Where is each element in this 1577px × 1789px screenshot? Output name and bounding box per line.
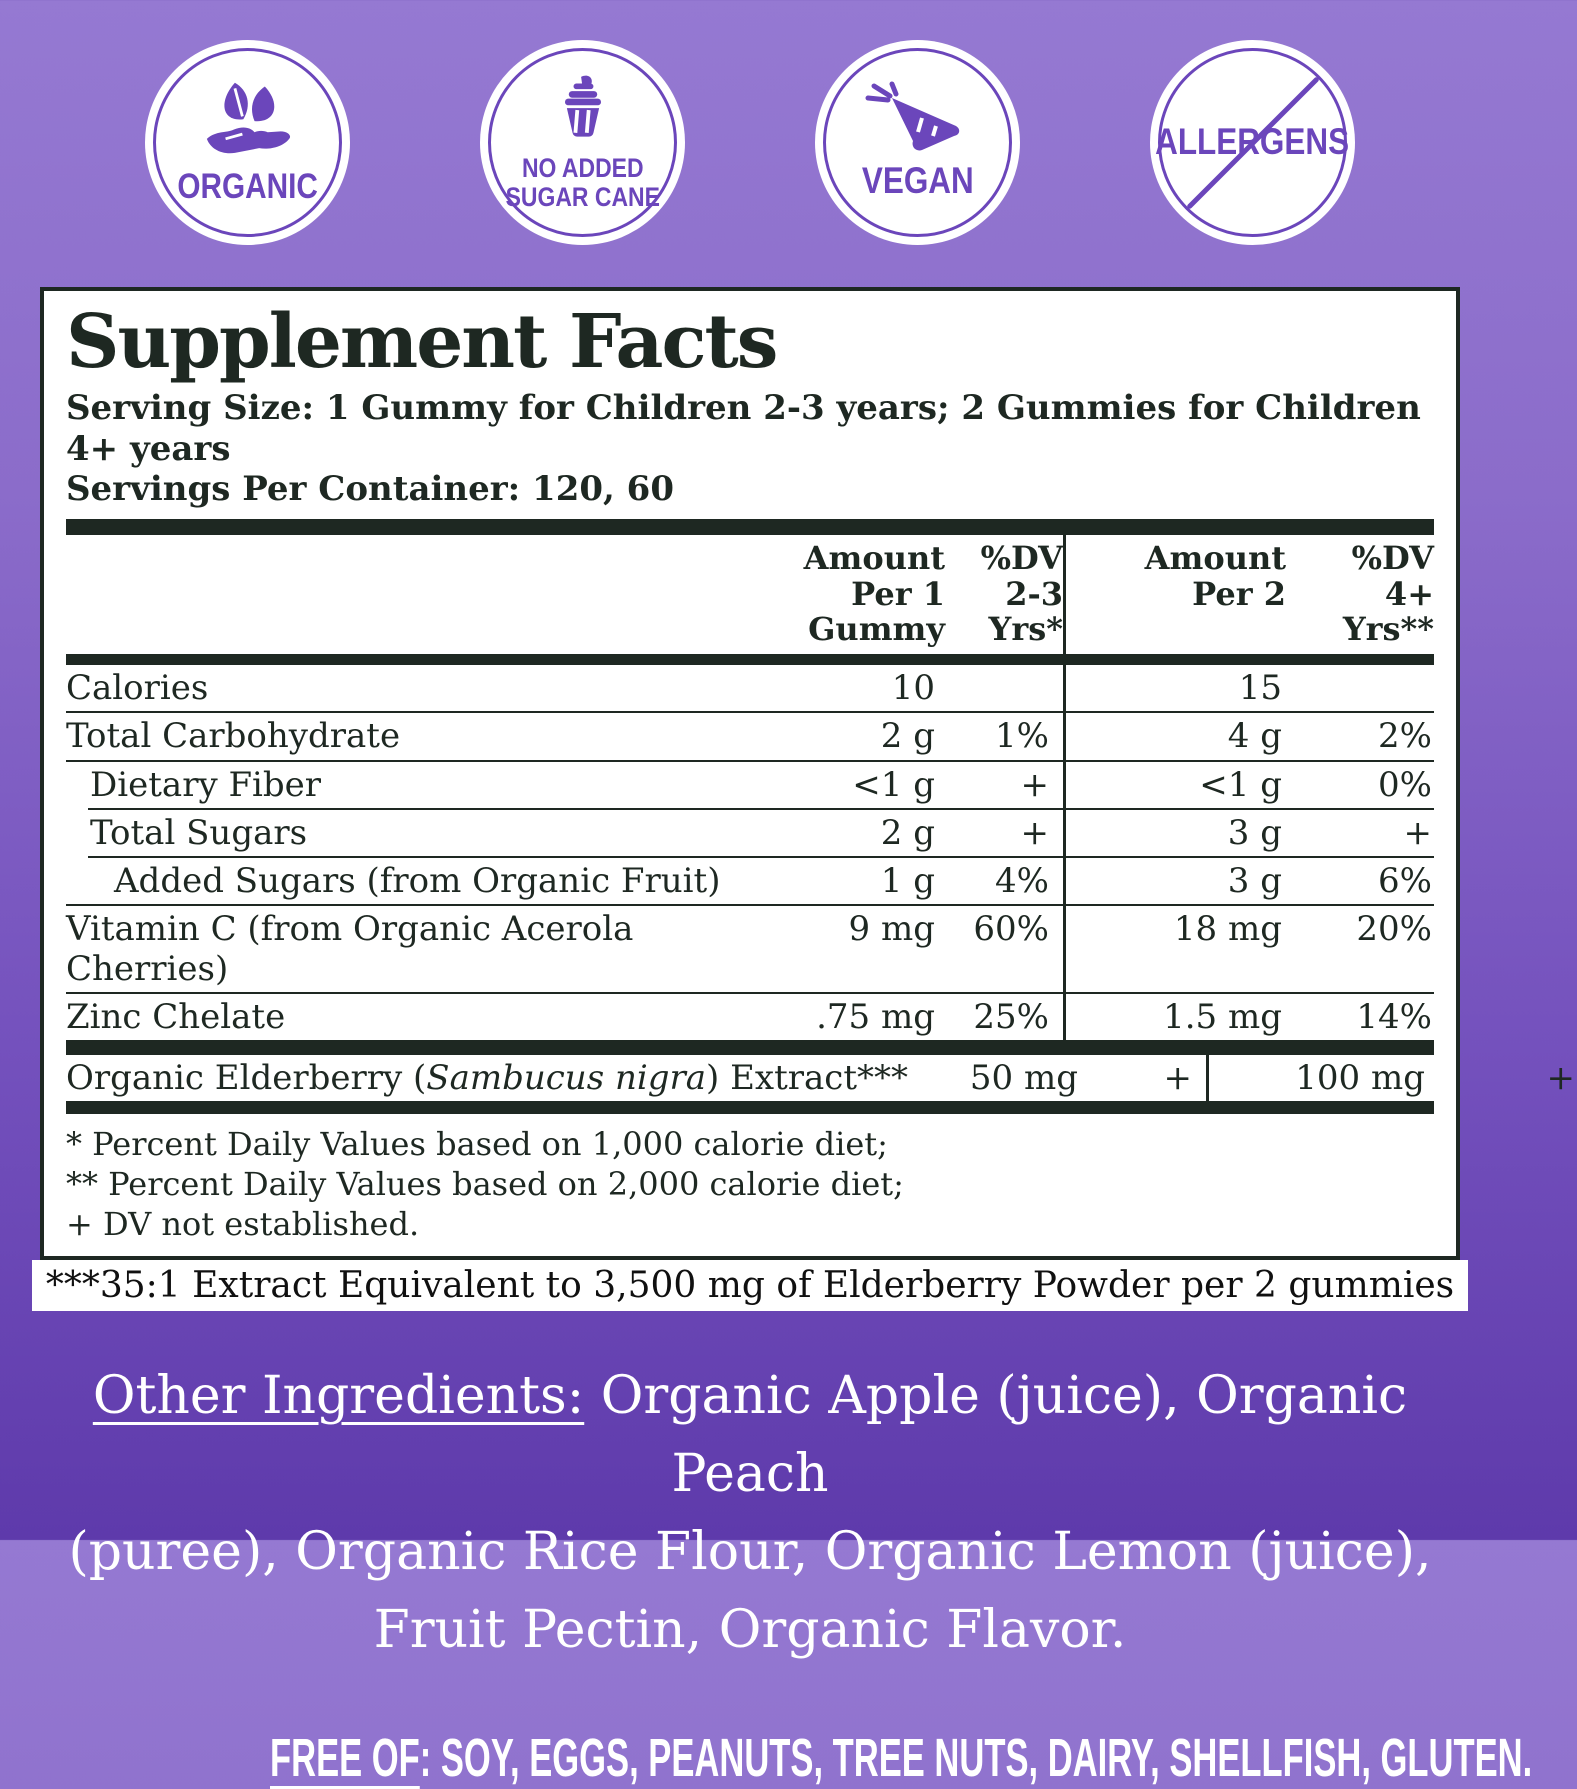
- table-header-row: [66, 535, 1434, 654]
- row-amount-1: 10: [891, 668, 935, 709]
- row-dv-1: 4%: [995, 860, 1049, 901]
- other-ingredients-line2: (puree), Organic Rice Flour, Organic Lemon (juice),: [68, 1522, 1432, 1583]
- elderberry-row: [66, 1055, 1575, 1101]
- row-label: Vitamin C (from Organic Acerola Cherries): [66, 908, 634, 989]
- row-dv-1: 25%: [973, 997, 1049, 1038]
- badge-organic: [145, 40, 350, 245]
- other-ingredients-line1: Organic Apple (juice), Organic Peach: [584, 1366, 1408, 1505]
- row-amount-2: 18 mg: [1173, 908, 1282, 949]
- footnotes: [66, 1124, 1434, 1244]
- badge-row: [145, 40, 1355, 245]
- row-dv-1: 60%: [973, 908, 1049, 949]
- carrot-icon: [866, 84, 970, 156]
- servings-per-container-line: Servings Per Container: 120, 60: [66, 468, 674, 509]
- table-row: [66, 713, 1434, 759]
- header-amount-per-1: Amount Per 1 Gummy: [803, 538, 945, 649]
- table-row: [66, 994, 1434, 1040]
- row-amount-2: 3 g: [1227, 860, 1282, 901]
- row-label: Added Sugars (from Organic Fruit): [114, 860, 721, 901]
- divider-thick: [66, 1042, 1434, 1055]
- serving-size-line: Serving Size: 1 Gummy for Children 2-3 years; 2 Gummies for Children 4+ years: [66, 388, 1421, 469]
- facts-table-body: [66, 665, 1434, 1042]
- row-label: Zinc Chelate: [66, 997, 286, 1038]
- organic-hand-leaves-icon: [198, 79, 298, 165]
- divider-thick: [66, 1101, 1434, 1114]
- free-of-label: FREE OF: [270, 1728, 420, 1789]
- row-dv-2: 2%: [1378, 716, 1432, 757]
- row-amount-1: .75 mg: [816, 997, 935, 1038]
- row-dv-1: +: [1020, 812, 1049, 853]
- other-ingredients-label: Other Ingredients:: [92, 1366, 585, 1427]
- row-dv-2: 14%: [1356, 997, 1432, 1038]
- row-amount-1: 2 g: [880, 716, 935, 757]
- row-amount-2: 100 mg: [1295, 1058, 1425, 1099]
- other-ingredients-line3: Fruit Pectin, Organic Flavor.: [373, 1600, 1127, 1661]
- cupcake-icon: [554, 74, 612, 148]
- row-amount-1: 1 g: [880, 860, 935, 901]
- divider-medium: [66, 654, 1434, 665]
- badge-no-allergens: [1150, 40, 1355, 245]
- row-dv-2: +: [1546, 1058, 1575, 1099]
- header-dv-4plus: %DV 4+ Yrs**: [1342, 538, 1434, 649]
- row-amount-2: 1.5 mg: [1163, 997, 1282, 1038]
- row-dv-1: [945, 665, 1063, 711]
- row-dv-2: 20%: [1356, 908, 1432, 949]
- badge-label: VEGAN: [861, 160, 974, 202]
- row-amount-2: <1 g: [1199, 764, 1282, 805]
- header-amount-per-2: Amount Per 2: [1144, 538, 1286, 613]
- row-amount-2: 3 g: [1227, 812, 1282, 853]
- row-amount-1: 50 mg: [969, 1058, 1078, 1099]
- extract-note: ***35:1 Extract Equivalent to 3,500 mg of Elderberry Powder per 2 gummies: [32, 1260, 1468, 1311]
- supplement-facts-panel: [40, 287, 1575, 1260]
- row-label: Calories: [66, 668, 209, 709]
- footnote-2: ** Percent Daily Values based on 2,000 calorie diet;: [66, 1165, 904, 1204]
- row-label: Dietary Fiber: [90, 764, 322, 805]
- row-label: Total Sugars: [90, 812, 308, 853]
- extract-note-wrap: [0, 1260, 1500, 1311]
- free-of-line: [270, 1727, 1533, 1789]
- table-row: [66, 858, 1434, 904]
- row-dv-2: 6%: [1378, 860, 1432, 901]
- table-row: [66, 810, 1434, 856]
- other-ingredients: [60, 1357, 1440, 1669]
- badge-no-added-sugar: [480, 40, 685, 245]
- divider-thick: [66, 519, 1434, 535]
- badge-label: ALLERGENS: [1155, 121, 1350, 163]
- badge-vegan: [815, 40, 1020, 245]
- row-amount-2: 4 g: [1227, 716, 1282, 757]
- header-spacer: [66, 535, 765, 654]
- row-dv-2: +: [1403, 812, 1432, 853]
- panel-title: Supplement Facts: [66, 299, 777, 385]
- footnote-1: * Percent Daily Values based on 1,000 calorie diet;: [66, 1125, 888, 1164]
- free-of-list: : SOY, EGGS, PEANUTS, TREE NUTS, DAIRY, SHELLFISH, GLUTEN.: [419, 1728, 1533, 1789]
- table-row: [66, 762, 1434, 808]
- badge-label: NO ADDED SUGAR CANE: [505, 153, 660, 212]
- row-dv-1: +: [1163, 1058, 1192, 1099]
- row-amount-2: 15: [1238, 668, 1282, 709]
- row-label: Total Carbohydrate: [66, 716, 401, 757]
- row-amount-1: 2 g: [880, 812, 935, 853]
- row-amount-1: <1 g: [852, 764, 935, 805]
- row-dv-1: +: [1020, 764, 1049, 805]
- table-row: [66, 906, 1434, 992]
- badge-label: ORGANIC: [177, 167, 318, 207]
- row-label: Organic Elderberry (Sambucus nigra) Extract***: [66, 1058, 908, 1099]
- row-amount-1: 9 mg: [848, 908, 935, 949]
- footnote-3: + DV not established.: [66, 1205, 420, 1244]
- header-dv-2-3: %DV 2-3 Yrs*: [980, 538, 1063, 649]
- table-row: [66, 665, 1434, 711]
- row-dv-2: [1286, 665, 1434, 711]
- row-dv-2: 0%: [1378, 764, 1432, 805]
- row-dv-1: 1%: [995, 716, 1049, 757]
